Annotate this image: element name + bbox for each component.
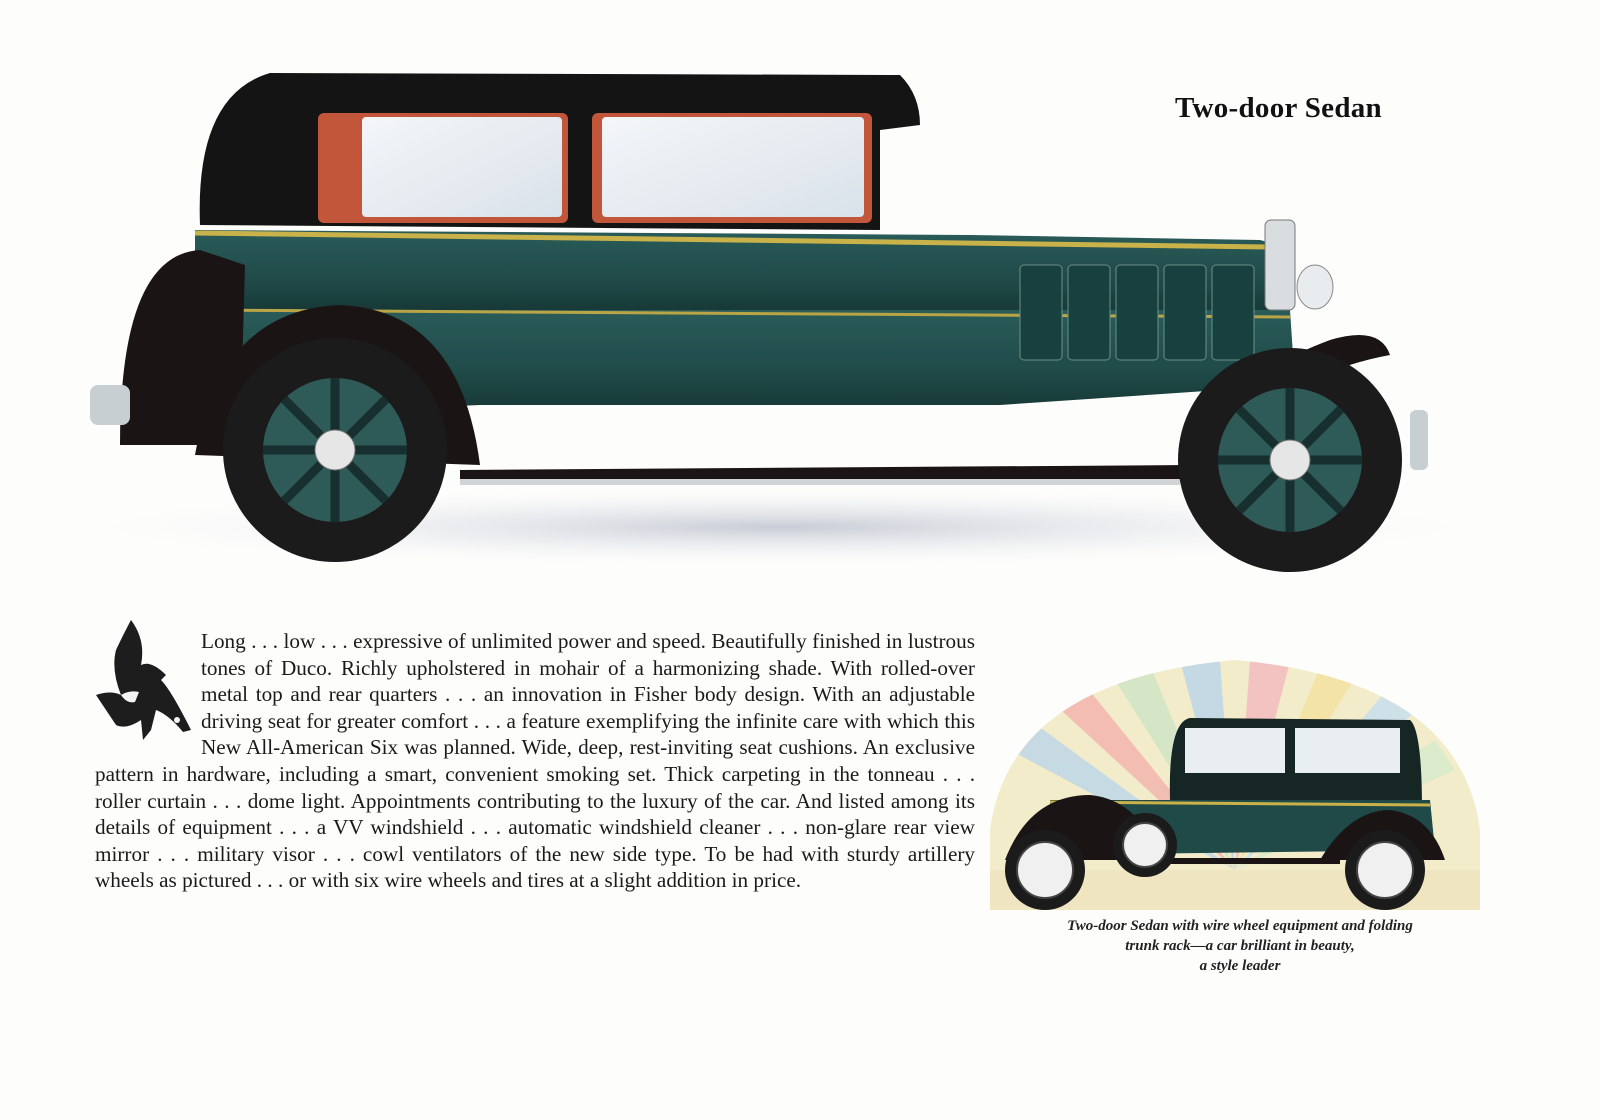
- rear-wheel: [223, 338, 447, 562]
- headlamp: [1297, 265, 1333, 309]
- body-copy: [95, 628, 975, 894]
- body-paragraph: Long . . . low . . . expressive of unlimited power and speed. Beautifully finished in lustrous tones of Duco. Richly upholstered in mohair of a harmonizing shade. With rolled-over metal top and rear quarters . . . an innovation in Fisher body design. With an adjustable driving seat for greater comfort . . . a feature exemplifying the infinite care with which this New All-American Six was planned. Wide, deep, rest-inviting seat cushions. An exclusive pattern in hardware, including a smart, convenient smoking set. Thick carpeting in the tonneau . . . roller curtain . . . dome light. Appointments contributing to the luxury of the car. And listed among its details of equipment . . . a VV windshield . . . automatic windshield cleaner . . . non-glare rear view mirror . . . military visor . . . cowl ventilators of the new side type. To be had with sturdy artillery wheels as pictured . . . or with six wire wheels and tires at a slight addition in price.: [95, 629, 975, 893]
- hero-car-illustration: [80, 55, 1480, 595]
- thumbnail-car-illustration: [990, 660, 1480, 910]
- page-title: Two-door Sedan: [1175, 92, 1382, 124]
- caption-line: trunk rack—a car brilliant in beauty,: [1125, 938, 1355, 954]
- rear-window: [362, 117, 562, 217]
- hood-louvers: [1020, 265, 1254, 360]
- rear-bumper: [90, 385, 130, 425]
- thumbnail-caption: [1000, 916, 1480, 976]
- front-wheel: [1178, 348, 1402, 572]
- eagle-emblem-icon: [91, 620, 195, 748]
- running-board-chrome: [460, 479, 1180, 485]
- caption-line: a style leader: [1199, 958, 1281, 974]
- caption-line: Two-door Sedan with wire wheel equipment and folding: [1067, 918, 1413, 934]
- front-bumper: [1410, 410, 1428, 470]
- radiator-shell: [1265, 220, 1295, 310]
- front-window: [602, 117, 864, 217]
